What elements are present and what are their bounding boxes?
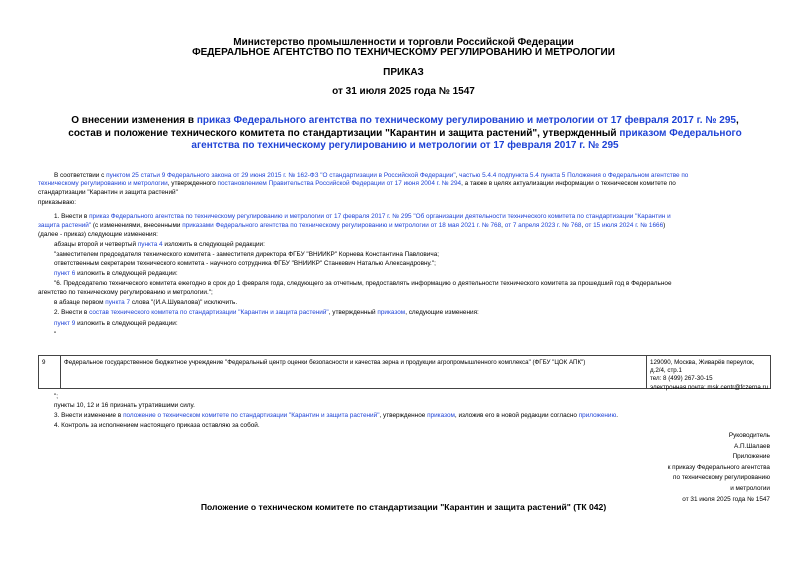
body-line: стандартизации "Карантин и защита растений" bbox=[38, 189, 178, 196]
row-phone: тел: 8 (499) 267-30-15 bbox=[650, 375, 713, 383]
body-line bbox=[54, 299, 237, 307]
link-point-9[interactable]: пункт 9 bbox=[54, 320, 76, 327]
text: изложить в следующей редакции: bbox=[162, 241, 265, 248]
link-law-162[interactable]: пунктом 25 статьи 9 Федерального закона от 29 июня 2015 г. № 162-ФЗ "О стандартизации в Российской Федерации" bbox=[106, 172, 456, 179]
text: , а также в целях актуализации информации о техническом комитете по bbox=[461, 180, 676, 187]
row-contacts bbox=[647, 356, 770, 391]
body-line: агентство по техническому регулированию и метрологии."; bbox=[38, 289, 213, 296]
text: слова "(И.А.Шувалова)" исключить. bbox=[130, 299, 238, 306]
row-address: 129090, Москва, Живарёв переулок, д.2/4, стр.1 bbox=[650, 359, 755, 375]
link-point-7[interactable]: пункта 7 bbox=[105, 299, 131, 306]
signer-role: Руководитель bbox=[728, 432, 770, 439]
text: , утвержденное bbox=[379, 412, 428, 419]
title-text-2: , состав и положение технического комитета по стандартизации "Карантин и защита растений", утвержденный bbox=[68, 115, 739, 139]
appendix-label: Приложение bbox=[732, 453, 770, 461]
text: изложить в следующей редакции: bbox=[75, 270, 178, 277]
text: , утвержденный bbox=[328, 309, 378, 316]
body-line bbox=[54, 412, 618, 420]
ministry-name: Министерство промышленности и торговли Российской Федерации bbox=[233, 37, 574, 48]
link-committee-regulation[interactable]: положение о техническом комитете по стандартизации "Карантин и защита растений" bbox=[123, 412, 380, 419]
link-point-6[interactable]: пункт 6 bbox=[54, 270, 76, 277]
body-line bbox=[54, 241, 265, 249]
text: ) bbox=[663, 222, 666, 229]
link-decree-294[interactable]: постановлением Правительства Российской Федерации от 17 июня 2004 г. № 294 bbox=[217, 180, 462, 187]
text: В соответствии с bbox=[54, 172, 107, 179]
link-order-768-2021[interactable]: приказами Федерального агентства по техническому регулированию и метрологии от 18 мая 2021 г. № 768 bbox=[182, 222, 502, 229]
row-organization: Федеральное государственное бюджетное учреждение "Федеральный центр оценки безопасности и качества зерна и продукции агропромышленного комплекса" (ФГБУ "ЦОК АПК") bbox=[61, 356, 647, 388]
appendix-ref-3: и метрологии bbox=[730, 484, 770, 492]
link-order[interactable]: приказом bbox=[377, 309, 406, 316]
text: абзацы второй и четвертый bbox=[54, 241, 138, 248]
link-order-295[interactable]: приказ Федерального агентства по техническому регулированию и метрологии от 17 февраля 2017 г. № 295 "Об организации деятельности технического комитета по стандартизации "Карантин и bbox=[89, 213, 671, 220]
link-appendix[interactable]: приложению bbox=[578, 412, 617, 419]
body-line: 4. Контроль за исполнением настоящего приказа оставляю за собой. bbox=[54, 422, 260, 429]
link-order-2[interactable]: приказом bbox=[427, 412, 455, 419]
body-line: ответственным секретарем технического комитета - научного сотрудника ФГБУ "ВНИИКР" Станкевич Наталью Александровну."; bbox=[54, 260, 436, 267]
document-date-number: от 31 июля 2025 года № 1547 bbox=[332, 86, 475, 97]
body-line: "заместителем председателя технического комитета - заместителя директора ФГБУ "ВНИИКР" Корнева Константина Павловича; bbox=[54, 251, 440, 258]
row-number: 9 bbox=[39, 356, 61, 388]
text: , изложив его в новой редакции согласно bbox=[454, 412, 579, 419]
text: . bbox=[616, 412, 619, 419]
text: 1. Внести в bbox=[54, 213, 90, 220]
text: (с изменениями, внесенными bbox=[91, 222, 183, 229]
signature-block bbox=[560, 431, 770, 505]
body-line: пункты 10, 12 и 16 признать утратившими силу. bbox=[54, 402, 195, 409]
text: , bbox=[501, 222, 505, 229]
link-point-4[interactable]: пункта 4 bbox=[137, 241, 163, 248]
body-line bbox=[38, 180, 676, 188]
appendix-ref-4: от 31 июля 2025 года № 1547 bbox=[682, 495, 770, 503]
body-line bbox=[54, 213, 671, 221]
document-title bbox=[60, 115, 750, 153]
body-line bbox=[38, 222, 665, 230]
text: , bbox=[581, 222, 586, 229]
appendix-ref-2: по техническому регулированию bbox=[673, 474, 770, 482]
link-order-768-2023[interactable]: от 7 апреля 2023 г. № 768 bbox=[504, 222, 582, 229]
body-line bbox=[54, 270, 178, 278]
body-line: (далее - приказ) следующие изменения: bbox=[38, 231, 158, 238]
text: , утвержденного bbox=[167, 180, 218, 187]
row-email: электронная почта: msk.centr@fczerna.ru bbox=[650, 383, 769, 391]
link-committee-composition[interactable]: состав технического комитета по стандартизации "Карантин и защита растений" bbox=[89, 309, 329, 316]
signer-name: А.П.Шалаев bbox=[733, 442, 770, 450]
title-text: О внесении изменения в bbox=[71, 115, 197, 126]
text: изложить в следующей редакции: bbox=[75, 320, 178, 327]
link-order-295-cont[interactable]: защита растений" bbox=[38, 222, 92, 229]
text: в абзаце первом bbox=[54, 299, 106, 306]
regulation-title: Положение о техническом комитете по стандартизации "Карантин и защита растений" (ТК 042) bbox=[200, 502, 607, 512]
composition-table-row bbox=[38, 355, 771, 389]
link-part-5-4-4[interactable]: частью 5.4.4 подпункта 5.4 пункта 5 Положения о Федеральном агентстве по bbox=[459, 172, 689, 179]
title-link-order-295[interactable]: приказ Федерального агентства по техническому регулированию и метрологии от 17 февраля 2017 г. № 295 bbox=[196, 115, 736, 126]
text: , следующие изменения: bbox=[405, 309, 479, 316]
appendix-ref-1: к приказу Федерального агентства bbox=[667, 463, 770, 471]
text: 2. Внести в bbox=[54, 309, 90, 316]
link-order-1666[interactable]: от 15 июля 2024 г. № 1666 bbox=[585, 222, 664, 229]
document-type: ПРИКАЗ bbox=[383, 67, 424, 78]
body-line bbox=[54, 320, 178, 328]
body-line: приказываю: bbox=[38, 199, 76, 206]
title-link-order-295-second[interactable]: приказом Федерального агентства по техническому регулированию и метрологии от 17 февраля 2017 г. № 295 bbox=[191, 127, 742, 151]
body-line bbox=[54, 309, 479, 317]
body-line: "6. Председателю технического комитета ежегодно в срок до 1 февраля года, следующего за отчетным, предоставлять информацию о деятельности технического комитета за прошедший год в Федеральное bbox=[54, 280, 672, 287]
link-regulation[interactable]: техническому регулированию и метрологии bbox=[38, 180, 168, 187]
text: , bbox=[455, 172, 460, 179]
body-line: "; bbox=[54, 393, 59, 400]
text: 3. Внести изменение в bbox=[54, 412, 124, 419]
body-line: " bbox=[54, 331, 57, 338]
agency-name: ФЕДЕРАЛЬНОЕ АГЕНТСТВО ПО ТЕХНИЧЕСКОМУ РЕГУЛИРОВАНИЮ И МЕТРОЛОГИИ bbox=[192, 47, 615, 58]
